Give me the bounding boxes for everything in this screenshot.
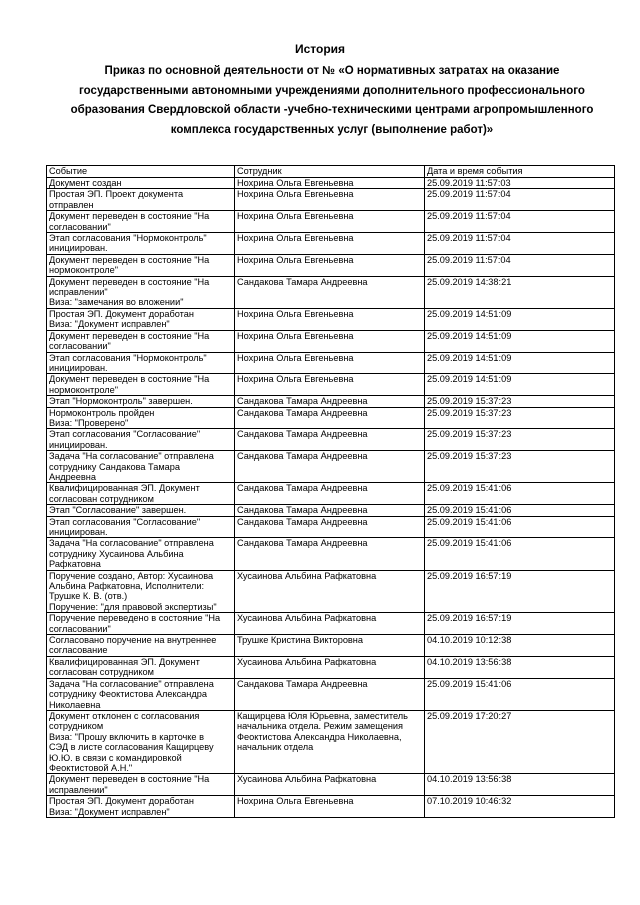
event-cell: Документ переведен в состояние "На исправлении" Виза: "замечания во вложении" (47, 276, 235, 308)
employee-cell: Нохрина Ольга Евгеньевна (235, 330, 425, 352)
table-row (47, 178, 615, 189)
employee-cell: Сандакова Тамара Андреевна (235, 407, 425, 429)
table-row (47, 656, 615, 678)
table-row (47, 538, 615, 570)
employee-cell: Сандакова Тамара Андреевна (235, 678, 425, 710)
event-cell: Документ создан (47, 178, 235, 189)
event-cell: Документ отклонен с согласования сотрудником Виза: "Прошу включить в карточке в СЭД в листе согласования Кащирцеву Ю.Ю. в связи с командировкой Феоктистовой А.Н." (47, 710, 235, 773)
table-row (47, 678, 615, 710)
datetime-cell: 25.09.2019 15:41:06 (425, 505, 615, 516)
table-row (47, 407, 615, 429)
table-row (47, 613, 615, 635)
table-row (47, 774, 615, 796)
event-cell: Согласовано поручение на внутреннее согласование (47, 635, 235, 657)
event-cell: Квалифицированная ЭП. Документ согласован сотрудником (47, 483, 235, 505)
employee-cell: Сандакова Тамара Андреевна (235, 451, 425, 483)
datetime-cell: 07.10.2019 10:46:32 (425, 796, 615, 818)
event-cell: Документ переведен в состояние "На нормоконтроле" (47, 254, 235, 276)
datetime-cell: 04.10.2019 10:12:38 (425, 635, 615, 657)
datetime-cell: 25.09.2019 14:51:09 (425, 330, 615, 352)
employee-cell: Нохрина Ольга Евгеньевна (235, 374, 425, 396)
employee-cell: Нохрина Ольга Евгеньевна (235, 352, 425, 374)
event-cell: Этап "Нормоконтроль" завершен. (47, 396, 235, 407)
employee-cell: Нохрина Ольга Евгеньевна (235, 178, 425, 189)
employee-cell: Хусаинова Альбина Рафкатовна (235, 656, 425, 678)
employee-cell: Сандакова Тамара Андреевна (235, 538, 425, 570)
event-cell: Простая ЭП. Проект документа отправлен (47, 189, 235, 211)
event-cell: Нормоконтроль пройден Виза: "Проверено" (47, 407, 235, 429)
table-header-row (47, 166, 615, 178)
table-row (47, 374, 615, 396)
table-row (47, 233, 615, 255)
datetime-cell: 25.09.2019 11:57:04 (425, 233, 615, 255)
table-body (47, 178, 615, 818)
datetime-cell: 04.10.2019 13:56:38 (425, 656, 615, 678)
employee-cell: Нохрина Ольга Евгеньевна (235, 796, 425, 818)
event-cell: Простая ЭП. Документ доработан Виза: "Документ исправлен" (47, 796, 235, 818)
table-row (47, 429, 615, 451)
table-row (47, 570, 615, 613)
datetime-cell: 25.09.2019 15:41:06 (425, 538, 615, 570)
datetime-cell: 25.09.2019 14:51:09 (425, 374, 615, 396)
table-row (47, 396, 615, 407)
datetime-cell: 25.09.2019 14:38:21 (425, 276, 615, 308)
event-cell: Документ переведен в состояние "На нормоконтроле" (47, 374, 235, 396)
table-row (47, 211, 615, 233)
table-row (47, 451, 615, 483)
table-row (47, 189, 615, 211)
datetime-cell: 25.09.2019 11:57:04 (425, 189, 615, 211)
table-row (47, 276, 615, 308)
employee-cell: Сандакова Тамара Андреевна (235, 505, 425, 516)
table-row (47, 308, 615, 330)
event-cell: Квалифицированная ЭП. Документ согласован сотрудником (47, 656, 235, 678)
employee-cell: Трушке Кристина Викторовна (235, 635, 425, 657)
event-cell: Задача "На согласование" отправлена сотруднику Хусаинова Альбина Рафкатовна (47, 538, 235, 570)
event-cell: Документ переведен в состояние "На согласовании" (47, 330, 235, 352)
event-cell: Задача "На согласование" отправлена сотруднику Сандакова Тамара Андреевна (47, 451, 235, 483)
history-table (46, 165, 615, 818)
event-cell: Поручение переведено в состояние "На согласовании" (47, 613, 235, 635)
datetime-cell: 25.09.2019 14:51:09 (425, 352, 615, 374)
table-row (47, 635, 615, 657)
datetime-cell: 25.09.2019 11:57:04 (425, 211, 615, 233)
employee-cell: Нохрина Ольга Евгеньевна (235, 254, 425, 276)
event-cell: Этап согласования "Нормоконтроль" инициирован. (47, 352, 235, 374)
event-cell: Этап согласования "Согласование" инициирован. (47, 516, 235, 538)
table-row (47, 796, 615, 818)
header-datetime: Дата и время события (425, 166, 615, 178)
event-cell: Этап согласования "Нормоконтроль" инициирован. (47, 233, 235, 255)
datetime-cell: 25.09.2019 15:37:23 (425, 396, 615, 407)
event-cell: Этап "Согласование" завершен. (47, 505, 235, 516)
employee-cell: Нохрина Ольга Евгеньевна (235, 233, 425, 255)
employee-cell: Кащирцева Юля Юрьевна, заместитель начальника отдела. Режим замещения Феоктистова Александра Николаевна, начальник отдела (235, 710, 425, 773)
datetime-cell: 25.09.2019 11:57:04 (425, 254, 615, 276)
employee-cell: Сандакова Тамара Андреевна (235, 429, 425, 451)
employee-cell: Сандакова Тамара Андреевна (235, 276, 425, 308)
datetime-cell: 25.09.2019 15:41:06 (425, 483, 615, 505)
event-cell: Поручение создано, Автор: Хусаинова Альбина Рафкатовна, Исполнители: Трушке К. В. (отв.) Поручение: "для правовой экспертизы" (47, 570, 235, 613)
datetime-cell: 04.10.2019 13:56:38 (425, 774, 615, 796)
datetime-cell: 25.09.2019 15:37:23 (425, 451, 615, 483)
datetime-cell: 25.09.2019 17:20:27 (425, 710, 615, 773)
datetime-cell: 25.09.2019 15:41:06 (425, 678, 615, 710)
employee-cell: Нохрина Ольга Евгеньевна (235, 308, 425, 330)
table-row (47, 483, 615, 505)
document-title: История (294, 42, 346, 56)
event-cell: Простая ЭП. Документ доработан Виза: "Документ исправлен" (47, 308, 235, 330)
table-row (47, 254, 615, 276)
datetime-cell: 25.09.2019 16:57:19 (425, 613, 615, 635)
header-event: Событие (47, 166, 235, 178)
datetime-cell: 25.09.2019 11:57:03 (425, 178, 615, 189)
datetime-cell: 25.09.2019 15:37:23 (425, 407, 615, 429)
document-subtitle: Приказ по основной деятельности от № «О нормативных затратах на оказание государственными автономными учреждениями дополнительного профессионального образования Свердловской области -учебно-техническими центрами агропромышленного комплекса государственных услуг (выполнение работ)» (70, 65, 594, 136)
employee-cell: Сандакова Тамара Андреевна (235, 516, 425, 538)
employee-cell: Хусаинова Альбина Рафкатовна (235, 774, 425, 796)
event-cell: Этап согласования "Согласование" инициирован. (47, 429, 235, 451)
employee-cell: Хусаинова Альбина Рафкатовна (235, 570, 425, 613)
datetime-cell: 25.09.2019 15:37:23 (425, 429, 615, 451)
employee-cell: Нохрина Ольга Евгеньевна (235, 189, 425, 211)
table-row (47, 330, 615, 352)
table-row (47, 505, 615, 516)
datetime-cell: 25.09.2019 14:51:09 (425, 308, 615, 330)
event-cell: Документ переведен в состояние "На согласовании" (47, 211, 235, 233)
table-row (47, 352, 615, 374)
table-row (47, 710, 615, 773)
datetime-cell: 25.09.2019 15:41:06 (425, 516, 615, 538)
table-row (47, 516, 615, 538)
header-employee: Сотрудник (235, 166, 425, 178)
event-cell: Задача "На согласование" отправлена сотруднику Феоктистова Александра Николаевна (47, 678, 235, 710)
datetime-cell: 25.09.2019 16:57:19 (425, 570, 615, 613)
event-cell: Документ переведен в состояние "На исправлении" (47, 774, 235, 796)
employee-cell: Сандакова Тамара Андреевна (235, 396, 425, 407)
employee-cell: Сандакова Тамара Андреевна (235, 483, 425, 505)
employee-cell: Хусаинова Альбина Рафкатовна (235, 613, 425, 635)
employee-cell: Нохрина Ольга Евгеньевна (235, 211, 425, 233)
